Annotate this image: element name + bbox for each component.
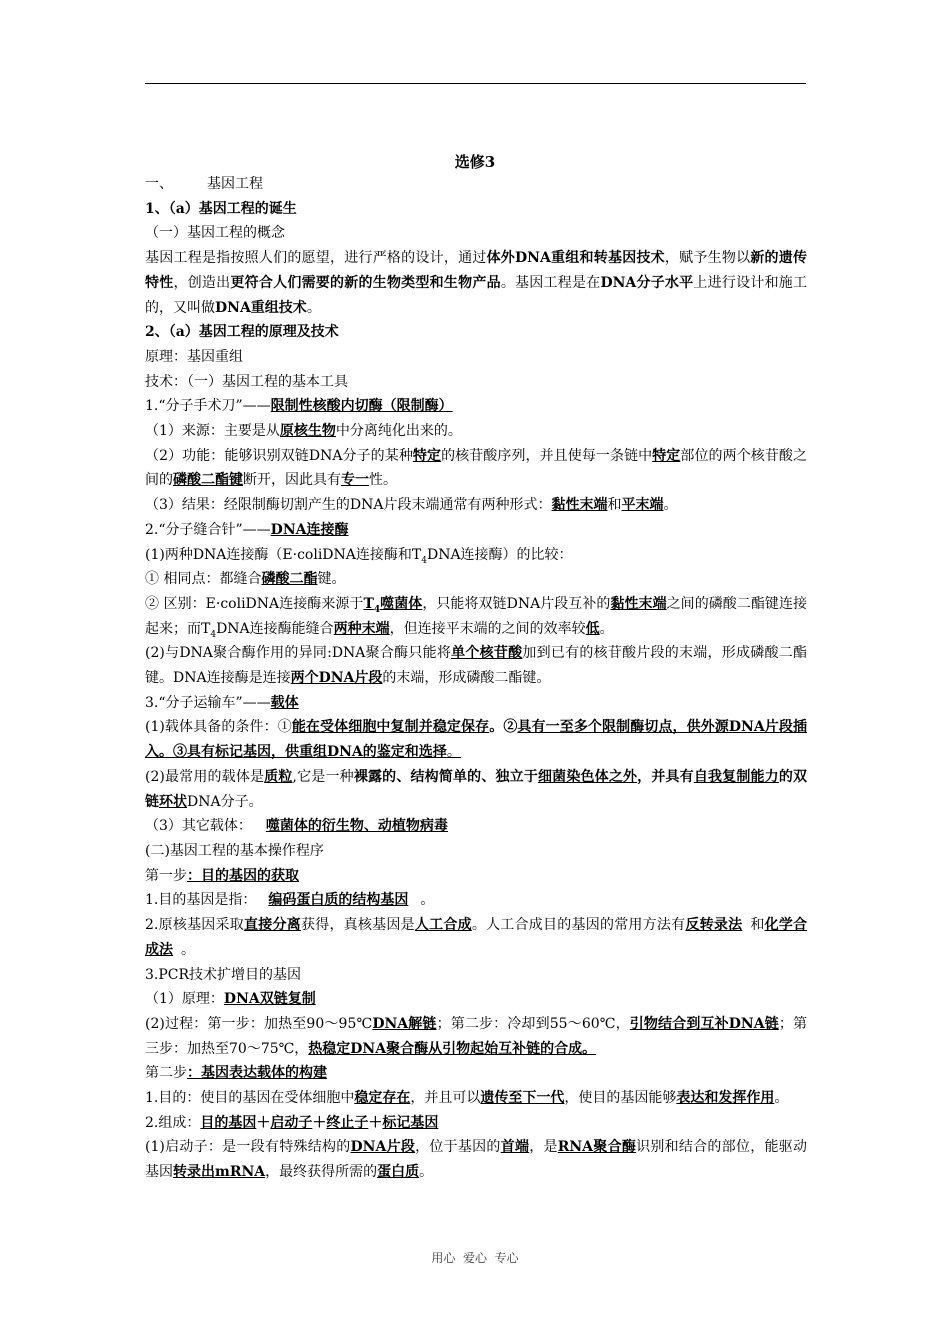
- heading-birth: 1、（a）基因工程的诞生: [145, 200, 297, 217]
- paragraph-pcr-process: (2)过程：第一步：加热至90～95℃DNA解链；第二步：冷却到55～60℃，引物结合到互补DNA链；第三步：加热至70～75℃，热稳定DNA聚合酶从引物起始互补链的合成。: [145, 1015, 808, 1057]
- line-carrier: 3.“分子运输车”——载体: [145, 694, 299, 711]
- line-pcr-principle: （1）原理：DNA双链复制: [145, 991, 316, 1008]
- line-target-gene: 1.目的基因是指： 编码蛋白质的结构基因 。: [145, 892, 435, 909]
- section-heading-genetic-engineering: 一、 基因工程: [145, 176, 263, 192]
- line-principle: 原理：基因重组: [145, 348, 243, 365]
- line-step2: 第二步：基因表达载体的构建: [145, 1065, 327, 1082]
- paragraph-carrier-conditions: (1)载体具备的条件：①能在受体细胞中复制并稳定保存。②具有一至多个限制酶切点，供外源DNA片段插入。③具有标记基因，供重组DNA的鉴定和选择。: [145, 719, 807, 761]
- paragraph-function: （2）功能：能够识别双链DNA分子的某种特定的核苷酸序列，并且使每一条链中特定部位的两个核苷酸之间的磷酸二酯键断开，因此具有专一性。: [145, 447, 808, 489]
- line-technique: 技术：（一）基因工程的基本工具: [145, 373, 348, 390]
- subheading-procedure: (二)基因工程的基本操作程序: [145, 842, 324, 859]
- line-needle: 2.“分子缝合针”——DNA连接酶: [145, 521, 349, 538]
- line-source: （1）来源：主要是从原核生物中分离纯化出来的。: [145, 423, 462, 440]
- paragraph-definition: 基因工程是指按照人们的愿望，进行严格的设计，通过体外DNA重组和转基因技术，赋予生物以新的遗传特性，创造出更符合人们需要的新的生物类型和生物产品。基因工程是在DNA分子水平上进行设计和施工的，又叫做DNA重组技术。: [145, 250, 808, 316]
- line-other-carriers: （3）其它载体： 噬菌体的衍生物、动植物病毒: [145, 818, 448, 835]
- page-title: 选修3: [454, 153, 496, 171]
- line-scissors: 1.“分子手术刀”——限制性核酸内切酶（限制酶）: [145, 398, 453, 415]
- page-footer: 用心 爱心 专心: [431, 1251, 519, 1265]
- line-result: （3）结果：经限制酶切割产生的DNA片段末端通常有两种形式：黏性末端和平末端。: [145, 497, 678, 514]
- paragraph-difference: ② 区别：E·coliDNA连接酶来源于$T_4$噬菌体，只能将双链DNA片段互补的黏性末端之间的磷酸二酯键连接起来；而$T_4DNA$连接酶能缝合两种末端，但连接平末端的之间的效率较低。: [145, 595, 808, 640]
- paragraph-promoter: (1)启动子：是一段有特殊结构的DNA片段，位于基因的首端，是RNA聚合酶识别和结合的部位，能驱动基因转录出mRNA，最终获得所需的蛋白质。: [145, 1139, 808, 1181]
- line-similarity: ① 相同点：都缝合磷酸二酯键。: [145, 571, 346, 588]
- line-pcr: 3.PCR技术扩增目的基因: [145, 966, 302, 983]
- line-step1: 第一步：目的基因的获取: [145, 867, 299, 884]
- line-composition: 2.组成：目的基因＋启动子＋终止子＋标记基因: [145, 1114, 439, 1131]
- document-body: [145, 172, 807, 1185]
- heading-principle: 2、（a）基因工程的原理及技术: [145, 324, 339, 341]
- paragraph-purpose: 1.目的：使目的基因在受体细胞中稳定存在，并且可以遗传至下一代，使目的基因能够表达和发挥作用。: [145, 1090, 789, 1107]
- paragraph-acquisition: 2.原核基因采取直接分离获得，真核基因是人工合成。人工合成目的基因的常用方法有反转录法 和化学合成法 。: [145, 917, 808, 958]
- paragraph-polymerase: (2)与DNA聚合酶作用的异同:DNA聚合酶只能将单个核苷酸加到已有的核苷酸片段的末端，形成磷酸二酯键。DNA连接酶是连接两个DNA片段的末端，形成磷酸二酯键。: [145, 645, 808, 687]
- line-ligase-compare: (1)两种DNA连接酶（E·coliDNA连接酶和$T_4DNA$连接酶）的比较：: [145, 546, 573, 566]
- paragraph-plasmid: (2)最常用的载体是质粒,它是一种裸露的、结构简单的、独立于细菌染色体之外，并具有自我复制能力的双链环状DNA分子。: [145, 768, 808, 810]
- subheading-concept: （一）基因工程的概念: [145, 225, 285, 242]
- header-rule: [145, 83, 806, 84]
